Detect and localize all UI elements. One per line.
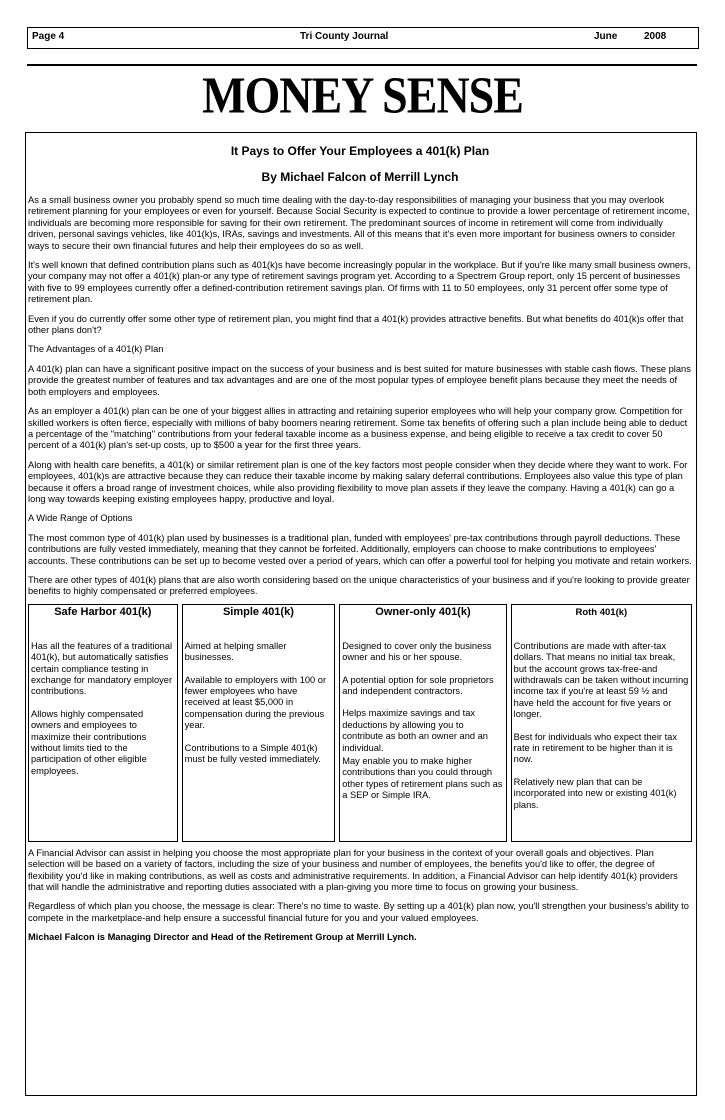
publication-name: Tri County Journal [300,31,389,42]
article [28,140,692,952]
plan-comparison-grid [28,604,692,842]
plan-detail: Helps maximize savings and tax deductions by allowing you to contribute as both an owner and an individual. [342,708,488,753]
plan-detail: A potential option for sole proprietors and independent contractors. [342,674,494,696]
paragraph: It's well known that defined contribution plans such as 401(k)s have become increasingly popular in the workplace. But if you're like many small business owners, your company may not offer a 401(k) plan-or any type of retirement savings program yet. According to a Spectrem Group report, only 15 percent of businesses with five to 99 employees currently offer a defined-contribution retirement savings plan. Of firms with 11 to 50 employees, only 31 percent offer some type of retirement plan. [28,260,691,305]
plan-column-roth [511,604,692,842]
plan-detail: Contributions are made with after-tax dollars. That means no initial tax break, but the account grows tax-free-and withdrawals can be taken without incurring income tax if you're at least 59 ½ and have held the account for five years or longer. [513,640,689,720]
plan-detail: Allows highly compensated owners and employees to maximize their contributions without limits tied to the participation of other eligible employees. [31,708,147,776]
paragraph: As a small business owner you probably spend so much time dealing with the day-to-day responsibilities of managing your business that you may overlook retirement planning for your employees or even for yourself. Because Social Security is expected to continue to provide a lower percentage of retirement income, individuals are becoming more responsible for saving for their own retirement. The predominant sources of income in retirement will come from individually driven, personal savings vehicles, like 401(k)s, IRAs, savings and investments. All of this means that it's even more important for business owners to consider ways to secure their own financial futures and help their employees do so as well. [28,195,690,251]
plan-name: Safe Harbor 401(k) [54,605,152,618]
paragraph: Along with health care benefits, a 401(k) or similar retirement plan is one of the key factors most people consider when they decide where they want to work. For employees, 401(k)s are attractive because they can reduce their taxable income by making salary deferral contributions. Employees also value this type of plan because it offers a broad range of investment choices, while also providing flexibility to move plan assets if they leave the company. Having a 401(k) can go a long way towards keeping existing employees happy, productive and loyal. [28,459,688,504]
paragraph: There are other types of 401(k) plans that are also worth considering based on the unique characteristics of your business and if you're looking to provide greater benefits to highly compensated or preferred employees. [28,574,690,597]
paragraph: Regardless of which plan you choose, the message is clear: There's no time to waste. By setting up a 401(k) plan now, you'll strengthen your business's ability to compete in the marketplace-and help ensure a successful financial future for you and your valued employees. [28,901,689,923]
issue-year: 2008 [644,31,667,42]
paragraph: A 401(k) plan can have a significant positive impact on the success of your business and is best suited for mature businesses with stable cash flows. These plans provide the greatest number of features and tax advantages and are one of the most popular types of employee benefit plans because they meet the needs of both employers and employees. [28,363,691,397]
author-note: Michael Falcon is Managing Director and Head of the Retirement Group at Merrill Lynch. [28,932,417,943]
paragraph: As an employer a 401(k) plan can be one of your biggest allies in attracting and retaining superior employees who will help your company grow. Competition for skilled workers is often fierce, especially with millions of baby boomers nearing retirement. Some tax benefits of offering such a plan include being able to deduct a percentage of the "matching" contributions from your federal taxable income as a business expense, and being eligible to receive a tax credit to cover 50 percent of a 401(k) plan's set-up costs, up to $500 a year for the first three years. [28,406,688,451]
plan-column-simple [182,604,336,842]
section-heading: A Wide Range of Options [28,513,133,524]
paragraph: The most common type of 401(k) plan used by businesses is a traditional plan, funded with employees' pre-tax contributions through payroll deductions. These contributions are fully vested immediately, meaning that they cannot be forfeited. Additionally, employers can choose to make contributions to employees' accounts. These contributions can be set up to become vested over a period of years, which can offer a powerful tool for helping you motivate and retain workers. [28,532,692,566]
article-title: It Pays to Offer Your Employees a 401(k) Plan [230,144,490,158]
article-byline: By Michael Falcon of Merrill Lynch [261,170,459,184]
page-header [27,27,699,49]
paragraph: Even if you do currently offer some other type of retirement plan, you might find that a 401(k) provides attractive benefits. But what benefits do 401(k)s offer that other plans don't? [28,313,684,336]
plan-name: Simple 401(k) [222,605,294,618]
paragraph: A Financial Advisor can assist in helping you choose the most appropriate plan for your business in the context of your overall goals and objectives. Plan selection will be based on a variety of factors, including the size of your business and number of employees, the benefits you'd like to offer, the degree of flexibility you'd like in making contributions, as well as costs and administrative requirements. In addition, a Financial Advisor can help identify 401(k) providers that will handle the administrative and reporting duties associated with a plan-giving you more time to focus on growing your business. [28,847,678,892]
plan-detail: Available to employers with 100 or fewer employees who have received at least $5,000 in compensation during the previous year. [184,674,327,731]
plan-column-safe-harbor [28,604,178,842]
plan-detail: Aimed at helping smaller businesses. [184,640,287,663]
plan-name: Owner-only 401(k) [375,605,471,618]
page-number: Page 4 [32,31,65,42]
masthead: MONEY SENSE [202,66,523,124]
plan-column-owner-only [339,604,506,842]
plan-detail: Contributions to a Simple 401(k) must be fully vested immediately. [184,742,321,765]
plan-detail: Designed to cover only the business owner and his or her spouse. [342,640,492,663]
plan-detail: May enable you to make higher contributions than you could through other types of retirement plans such as a SEP or Simple IRA. [342,756,503,801]
plan-detail: Relatively new plan that can be incorporated into new or existing 401(k) plans. [513,776,677,810]
section-heading: The Advantages of a 401(k) Plan [28,344,164,355]
plan-name: Roth 401(k) [575,606,628,618]
plan-detail: Has all the features of a traditional 401(k), but automatically satisfies certain compliance testing in exchange for mandatory employer contributions. [31,640,173,697]
plan-detail: Best for individuals who expect their tax rate in retirement to be higher than it is now. [513,731,677,765]
issue-month: June [594,31,618,42]
